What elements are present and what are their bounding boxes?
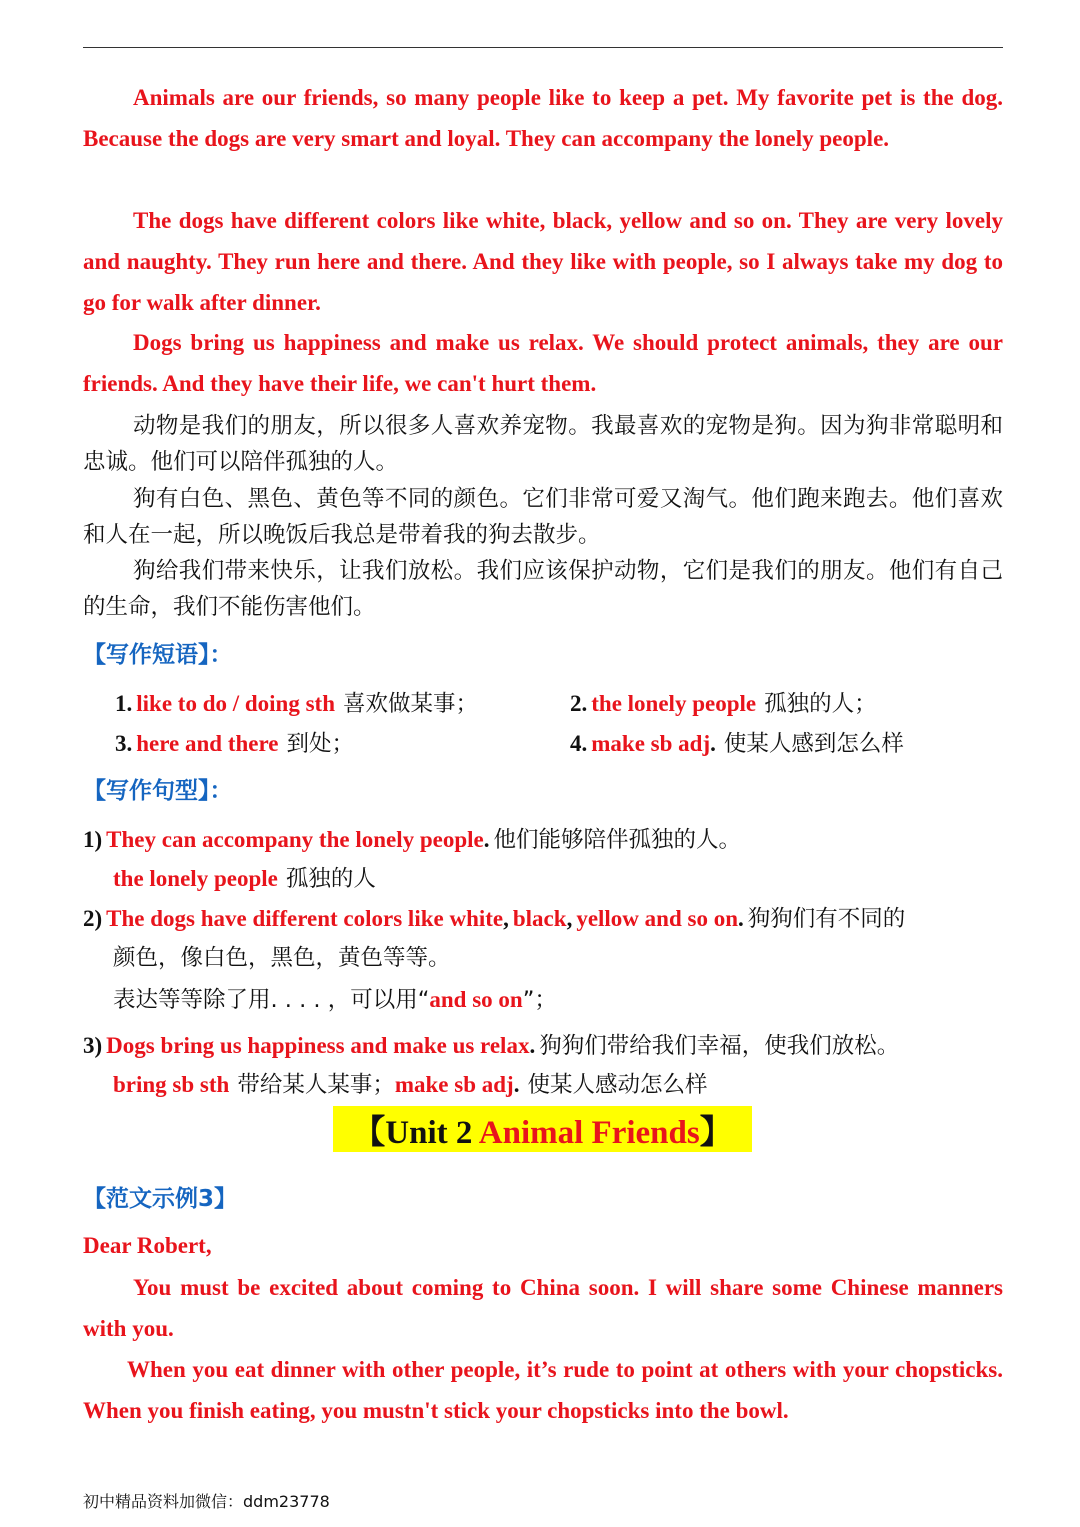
phrase-english: the lonely people [591,691,757,716]
unit-title-banner [333,1106,752,1152]
note-chinese: 孤独的人 [285,866,376,892]
sentence-3 [83,1028,899,1060]
sentence-english: They can accompany the lonely people [106,827,484,852]
unit-name: Animal Friends [478,1114,700,1151]
sentence-english-c: yellow and so on [576,906,738,931]
note-period: . [513,1072,520,1097]
phrase-item-2 [570,686,877,718]
sentence-chinese: 他们能够陪伴孤独的人。 [493,827,742,853]
sentence-number: 2) [83,906,103,931]
header-rule [83,47,1003,48]
phrase-number: 2. [570,691,588,716]
sentence-english-a: The dogs have different colors like white [106,906,504,931]
note-chinese-1: 带给某人某事； [237,1072,395,1098]
phrase-chinese: 孤独的人； [764,691,877,717]
letter-paragraph-1: You must be excited about coming to China soon. I will share some Chinese manners with you. [83,1275,1003,1341]
sentence-1-note [113,861,376,893]
phrase-english: make sb adj [591,731,711,756]
sentence-comma: , [566,906,573,931]
translation-paragraph-2: 狗有白色、黑色、黄色等不同的颜色。它们非常可爱又淘气。他们跑来跑去。他们喜欢和人在一起，所以晚饭后我总是带着我的狗去散步。 [83,486,1003,548]
note-english: and so on [429,987,523,1012]
phrase-period: . [710,731,716,756]
sentence-comma: , [503,906,509,931]
sentence-english: Dogs bring us happiness and make us relax [106,1033,530,1058]
sentence-number: 3) [83,1033,103,1058]
sentence-2-chinese-continued: 颜色，像白色，黑色，黄色等等。 [113,945,451,971]
translation-paragraph-1: 动物是我们的朋友，所以很多人喜欢养宠物。我最喜欢的宠物是狗。因为狗非常聪明和忠诚。他们可以陪伴孤独的人。 [83,413,1003,475]
phrase-item-3 [115,726,354,758]
note-chinese-a: 表达等等除了用. . . . ，可以用“ [113,987,430,1013]
phrase-item-4 [570,726,904,758]
letter-paragraph-2: When you eat dinner with other people, it’s rude to point at others with your chopsticks. When you finish eating, you mustn't stick your chopsticks into the bowl. [83,1357,1003,1423]
phrase-number: 3. [115,731,133,756]
sentence-english-b: black [512,906,567,931]
phrase-item-1 [115,686,478,718]
sentence-period: . [738,906,744,931]
letter-salutation: Dear Robert, [83,1233,212,1258]
phrase-english: like to do / doing sth [136,691,335,716]
phrase-english: here and there [136,731,279,756]
translation-paragraph-3: 狗给我们带来快乐，让我们放松。我们应该保护动物，它们是我们的朋友。他们有自己的生命，我们不能伤害他们。 [83,558,1003,620]
sentence-3-note [113,1067,707,1099]
sentence-number: 1) [83,827,103,852]
sentence-period: . [529,1033,536,1058]
note-english-1: bring sb sth [113,1072,230,1097]
sentence-chinese-a: 狗狗们有不同的 [747,906,906,932]
example3-heading: 【范文示例3】 [83,1186,238,1212]
note-chinese-2: 使某人感动怎么样 [527,1072,708,1098]
sentence-1 [83,822,741,854]
phrase-number: 1. [115,691,133,716]
footer-contact: 初中精品资料加微信：ddm23778 [83,1492,330,1511]
title-bracket-right: 】 [699,1114,733,1151]
title-bracket-left: 【 [352,1114,386,1151]
phrase-chinese: 到处； [286,731,355,757]
phrase-number: 4. [570,731,588,756]
sentences-heading: 【写作句型】： [83,778,233,804]
sentence-chinese: 狗狗们带给我们幸福，使我们放松。 [539,1033,900,1059]
phrases-heading: 【写作短语】： [83,642,233,668]
essay1-paragraph-1: Animals are our friends, so many people like to keep a pet. My favorite pet is the dog. Because the dogs are very smart and loyal. They can accompany the lonely people. [83,85,1003,151]
note-english: the lonely people [113,866,278,891]
sentence-2 [83,901,905,933]
phrase-chinese: 使某人感到怎么样 [723,731,904,757]
sentence-2-note [113,982,557,1014]
essay1-paragraph-2: The dogs have different colors like white, black, yellow and so on. They are very lovely and naughty. They run here and there. And they like with people, so I always take my dog to go for walk after dinner. [83,208,1003,315]
unit-number: Unit 2 [385,1114,479,1151]
unit-title [352,1106,732,1153]
sentence-period: . [483,827,490,852]
note-chinese-b: ”； [522,987,557,1013]
essay1-paragraph-3: Dogs bring us happiness and make us relax. We should protect animals, they are our friends. And they have their life, we can't hurt them. [83,330,1003,396]
phrase-chinese: 喜欢做某事； [343,691,479,717]
note-english-2: make sb adj [394,1072,514,1097]
